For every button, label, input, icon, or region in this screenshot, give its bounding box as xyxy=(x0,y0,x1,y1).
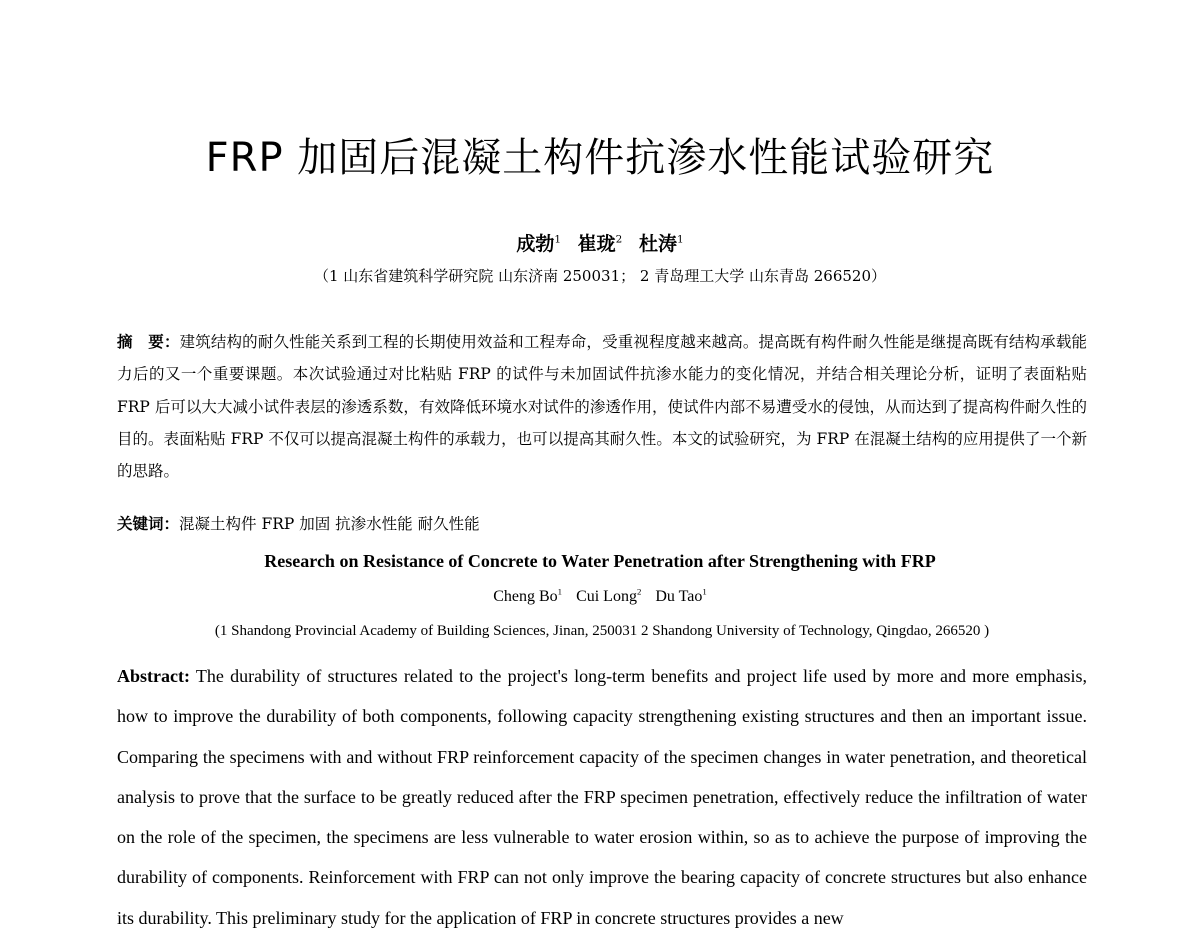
abstract-en-label: Abstract: xyxy=(117,666,190,686)
author-en-name: Cheng Bo xyxy=(493,588,558,606)
abstract-cn-text: 建筑结构的耐久性能关系到工程的长期使用效益和工程寿命，受重视程度越来越高。提高既有构件耐久性能是继提高既有结构承载能力后的又一个重要课题。本次试验通过对比粘贴 FRP 的试件与未加固试件抗渗水能力的变化情况，并结合相关理论分析，证明了表面粘贴 FRP 后可以大大减小试件表层的渗透系数，有效降低环境水对试件的渗透作用，使试件内部不易遭受水的侵蚀，从而达到了提高构件耐久性的目的。表面粘贴 FRP 不仅可以提高混凝土构件的承载力，也可以提高其耐久性。本文的试验研究，为 FRP 在混凝土结构的应用提供了一个新的思路。 xyxy=(117,333,1087,481)
keywords-cn-label: 关键词： xyxy=(117,514,180,533)
affiliation-cn: （1 山东省建筑科学研究院 山东济南 250031； 2 青岛理工大学 山东青岛 266520） xyxy=(314,267,886,285)
author-en xyxy=(576,588,641,605)
affiliation-en: (1 Shandong Provincial Academy of Building Sciences, Jinan, 250031 2 Shandong University of Technology, Qingdao, 266520 ) xyxy=(214,623,990,639)
keywords-cn xyxy=(117,512,1087,534)
author-en xyxy=(493,588,562,605)
author-cn xyxy=(578,233,623,255)
author-cn xyxy=(516,233,561,255)
abstract-cn xyxy=(117,326,1087,487)
author-en-name: Cui Long xyxy=(576,588,637,606)
abstract-cn-label: 摘 要： xyxy=(117,332,180,351)
keywords-cn-text: 混凝土构件 FRP 加固 抗渗水性能 耐久性能 xyxy=(179,515,480,533)
paper-title-cn: FRP 加固后混凝土构件抗渗水性能试验研究 xyxy=(205,135,995,181)
author-cn-name: 杜涛 xyxy=(638,233,677,255)
authors-cn xyxy=(0,229,1200,256)
author-en-name: Du Tao xyxy=(655,588,703,606)
author-en-affil-mark: 1 xyxy=(557,587,563,597)
author-cn-name: 成勃 xyxy=(516,233,555,255)
author-en-affil-mark: 2 xyxy=(636,587,642,597)
abstract-en xyxy=(117,656,1087,938)
author-cn xyxy=(639,233,684,255)
authors-en xyxy=(0,587,1200,606)
author-cn-affil-mark: 1 xyxy=(554,233,562,246)
abstract-en-text: The durability of structures related to the project's long-term benefits and project life used by more and more emphasis, how to improve the durability of both components, following capacity strengthening existing structures and then an important issue. Comparing the specimens with and without FRP reinforcement capacity of the specimen changes in water penetration, and theoretical analysis to prove that the surface to be greatly reduced after the FRP specimen penetration, effectively reduce the infiltration of water on the role of the specimen, the specimens are less vulnerable to water erosion within, so as to achieve the purpose of improving the durability of components. Reinforcement with FRP can not only improve the bearing capacity of concrete structures but also enhance its durability. This preliminary study for the application of FRP in concrete structures provides a new xyxy=(117,666,1087,928)
author-en xyxy=(655,588,706,605)
author-cn-name: 崔珑 xyxy=(577,233,616,255)
author-cn-affil-mark: 1 xyxy=(676,233,684,246)
paper-title-en: Research on Resistance of Concrete to Water Penetration after Strengthening with FRP xyxy=(264,551,936,571)
author-en-affil-mark: 1 xyxy=(702,587,707,597)
author-cn-affil-mark: 2 xyxy=(615,233,623,246)
